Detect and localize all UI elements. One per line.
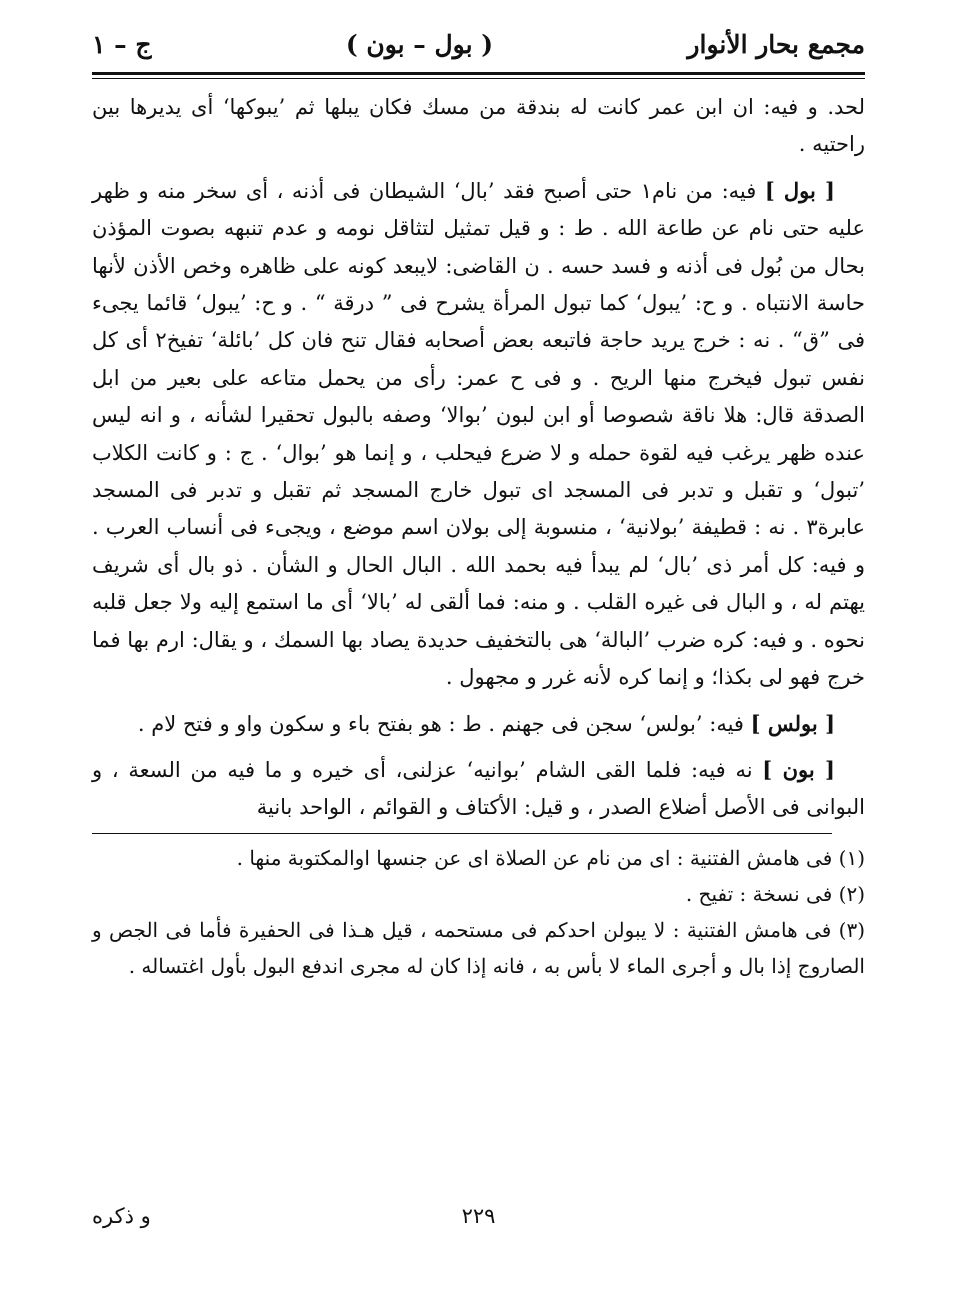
- paragraph-continuation: [92, 89, 865, 164]
- header-rule-thin: [92, 78, 865, 79]
- footnote-3: (٣) فى هامش الفتنية : لا يبولن احدكم فى مستحمه ، قيل هـذا فى الحفيرة فأما فى الجص و الصاروج إذا بال و أجرى الماء لا بأس به ، فانه إذا كان له مجرى اندفع البول بأول اغتساله .: [92, 917, 865, 978]
- entry-term: [ بول ]: [764, 177, 835, 203]
- running-header: [92, 22, 865, 66]
- paragraph-entry-bawl: [92, 172, 865, 697]
- entry-term: [ بون ]: [762, 756, 835, 782]
- paragraph-entry-bawn: [92, 751, 865, 827]
- paragraph-text: لحد‏. و فيه: ان ابن عمر كانت له بندقة من مسك فكان يبلها ثم ’يبوكها‘ أى يديرها بين راحتيه .: [92, 95, 865, 157]
- header-rule-thick: [92, 72, 865, 75]
- main-text: [92, 89, 865, 827]
- page-footer: [92, 1204, 865, 1228]
- catchword: و ذكره: [92, 1204, 151, 1228]
- paragraph-entry-bawlus: [92, 705, 865, 743]
- book-title: مجمع بحار الأنوار: [687, 29, 865, 59]
- footnote-rule: [92, 833, 832, 834]
- entry-range: ( بول – بون ): [345, 29, 494, 59]
- paragraph-text: نه فيه: فلما القى الشام ’بوانيه‘ عزلنى، أى خيره و ما فيه من السعة ، و البوانى فى الأصل أضلاع الصدر ، و قيل: الأكتاف و القوائم ، الواحد بانية: [92, 757, 865, 820]
- footnote-2: (٢) فى نسخة : تفيح .: [685, 881, 865, 906]
- footnote-1: (١) فى هامش الفتنية : اى من نام عن الصلاة اى عن جنسها اوالمكتوبة منها .: [236, 845, 865, 870]
- volume-label: ج – ١: [92, 29, 152, 59]
- paragraph-text: فيه: ’بولس‘ سجن فى جهنم . ط : هو بفتح باء و سكون واو و فتح لام .: [137, 711, 744, 736]
- footnotes: [92, 840, 865, 984]
- entry-term: [ بولس ]: [750, 710, 835, 736]
- paragraph-text: فيه: من نام١ حتى أصبح فقد ’بال‘ الشيطان فى أذنه ، أى سخر منه و ظهر عليه حتى نام عن طاعة الله . ط : و قيل تمثيل لتثاقل نومه و عدم تنبهه بصوت المؤذن بحال من بُول فى أذنه و فسد حسه . ن القاضى: لايبعد كونه على ظاهره وخص الأذن لأنها حاسة الانتباه . و ح: ’يبول‘ كما تبول المرأة يشرح فى ” درقة “ . و ح: ’يبول‘ قائما يجىء فى ”ق“ . نه : خرج يريد حاجة فاتبعه بعض أصحابه فقال تنح فان كل ’بائلة‘ تفيخ٢ أى كل نفس تبول فيخرج منها الريح . و فى ح عمر: رأى من يحمل متاعه على بعير من ابل الصدقة قال: هلا ناقة شصوصا أو ابن لبون ’بوالا‘ وصفه بالبول تحقيرا لشأنه ، و انه ليس عنده ظهر يرغب فيه لقوة حمله و لا ضرع فيحلب ، و إنما هو ’بوال‘ . ج : و كانت الكلاب ’تبول‘ و تقبل و تدبر فى المسجد اى تبول خارج المسجد ثم تقبل و تدبر فى المسجد عابرة٣ . نه : قطيفة ’بولانية‘ ، منسوبة إلى بولان اسم موضع ، ويجىء فى أنساب العرب . و فيه: كل أمر ذى ’بال‘ لم يبدأ فيه بحمد الله . البال الحال و الشأن . ذو بال أى شريف يهتم له ، و البال فى غيره القلب . و منه: فما ألقى له ’بالا‘ أى ما استمع إليه ولا جعل قلبه نحوه . و فيه: كره ضرب ’البالة‘ هى بالتخفيف حديدة يصاد بها السمك ، و يقال: ارم بها فما خرج فهو لى بكذا؛ و إنما كره لأنه غرر و مجهول .: [92, 178, 865, 690]
- page-number: ٢٢٩: [461, 1204, 496, 1228]
